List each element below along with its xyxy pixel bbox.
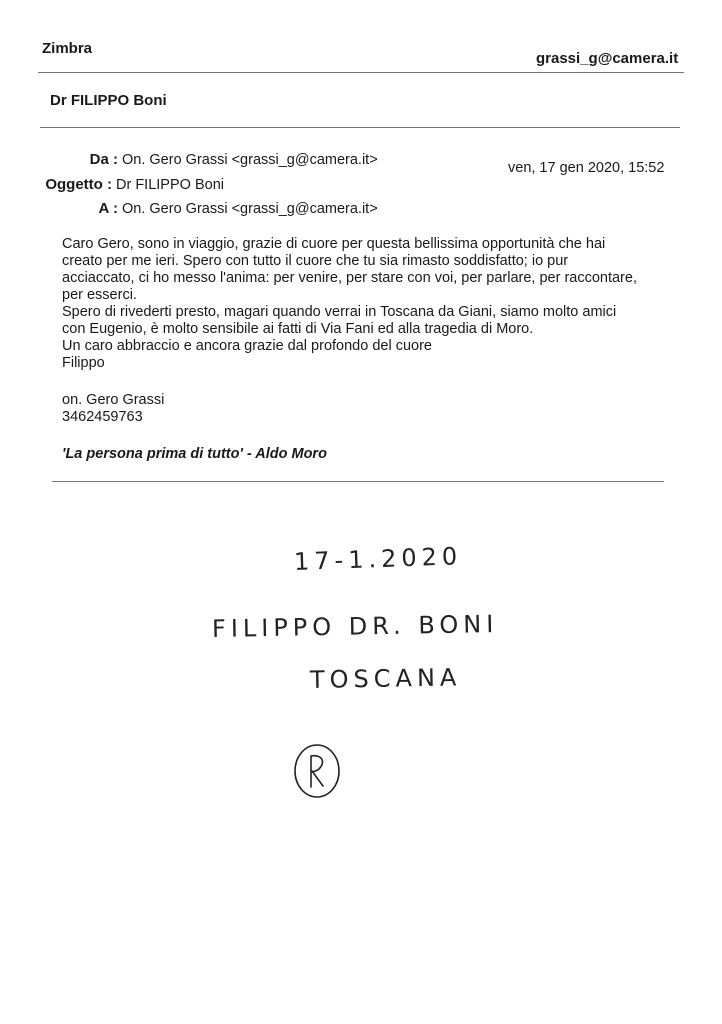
- from-label: Da :: [89, 151, 118, 168]
- signature-name: on. Gero Grassi: [62, 392, 165, 408]
- body-line: Caro Gero, sono in viaggio, grazie di cuore per questa bellissima opportunità che hai: [62, 236, 606, 252]
- signature-quote: 'La persona prima di tutto' - Aldo Moro: [62, 446, 327, 462]
- body-line: acciaccato, ci ho messo l'anima: per venire, per stare con voi, per parlare, per raccontare,: [62, 270, 637, 286]
- to-label: A :: [98, 200, 118, 217]
- handwritten-date: 17-1.2020: [293, 542, 463, 576]
- body-line: con Eugenio, è molto sensibile ai fatti di Via Fani ed alla tragedia di Moro.: [62, 321, 534, 337]
- message-body: [62, 236, 672, 372]
- header-divider: [38, 72, 684, 73]
- message-subject-title: Dr FILIPPO Boni: [50, 92, 167, 109]
- body-line: Filippo: [62, 355, 105, 371]
- body-line: Spero di rivederti presto, magari quando verrai in Toscana da Giani, siamo molto amici: [62, 304, 617, 320]
- signature-phone: 3462459763: [62, 409, 143, 425]
- body-line: per esserci.: [62, 287, 137, 303]
- app-name: Zimbra: [42, 40, 93, 57]
- subject-divider: [40, 127, 680, 128]
- subject-label: Oggetto :: [45, 176, 112, 193]
- message-date: ven, 17 gen 2020, 15:52: [508, 160, 665, 176]
- body-line: Un caro abbraccio e ancora grazie dal profondo del cuore: [62, 338, 432, 354]
- subject-value: Dr FILIPPO Boni: [116, 177, 224, 193]
- handwritten-r-mark: [292, 742, 342, 800]
- signature: [62, 392, 164, 426]
- footer-divider: [52, 481, 664, 482]
- account-email: grassi_g@camera.it: [536, 50, 679, 67]
- handwritten-region: TOSCANA: [309, 663, 462, 694]
- from-value: On. Gero Grassi <grassi_g@camera.it>: [122, 152, 378, 168]
- body-line: creato per me ieri. Spero con tutto il cuore che tu sia rimasto soddisfatto; io pur: [62, 253, 569, 269]
- handwritten-name: FILIPPO DR. BONI: [211, 610, 499, 643]
- to-value: On. Gero Grassi <grassi_g@camera.it>: [122, 201, 378, 217]
